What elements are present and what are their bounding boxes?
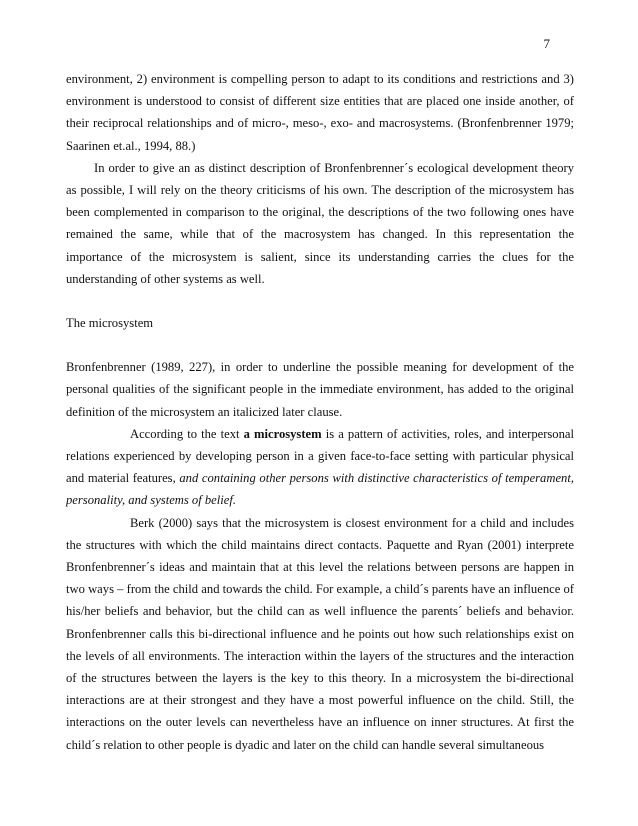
page-number: 7 xyxy=(543,36,550,51)
paragraph-continuation: environment, 2) environment is compelling person to adapt to its conditions and restrictions and 3) environment is understood to consist of different size entities that are placed one inside another, of their reciprocal relationships and of micro-, meso-, exo- and macrosystems. (Bronfenbrenner 1979; Saarinen et.al., 1994, 88.) xyxy=(66,72,574,153)
quote-middle-text: is a pattern of activities, roles, and interpersonal relations experienced by developing person in a given face-to-face setting with particular physical and material features, xyxy=(66,426,574,486)
section-heading: The microsystem xyxy=(66,316,154,331)
quote-italic-clause: and containing other persons with distinctive characteristics of temperament, personality, and systems of belief. xyxy=(66,471,574,508)
paragraph-microsystem-quote xyxy=(66,423,574,512)
quote-term: a microsystem xyxy=(243,426,322,441)
document-body xyxy=(66,68,574,756)
paragraph-theory-description: In order to give an as distinct description of Bronfenbrenner´s ecological development theory as possible, I will rely on the theory criticisms of his own. The description of the microsystem has been complemented in comparison to the original, the descriptions of the two following ones have remained the same, while that of the macrosystem has changed. In this representation the importance of the microsystem is salient, since its understanding carries the clues for the understanding of other systems as well. xyxy=(66,160,574,286)
paragraph-berk: Berk (2000) says that the microsystem is closest environment for a child and includes the structures with which the child maintains direct contacts. Paquette and Ryan (2001) interprete Bronfenbrenner´s ideas and maintain that at this level the relations between persons are happen in two ways – from the child and towards the child. For example, a child´s parents have an influence of his/her beliefs and behavior, but the child can as well influence the parents´ beliefs and behavior. Bronfenbrenner calls this bi-directional influence and he points out how such relationships exist on the levels of all environments. The interaction within the layers of the structures and the interaction of the structures between the layers is the key to this theory. In a microsystem the bi-directional interactions are at their strongest and they have a most powerful influence on the child. Still, the interactions on the outer levels can nevertheless have an influence on inner structures. At first the child´s relation to other people is dyadic and later on the child can handle several simultaneous xyxy=(66,515,574,752)
quote-lead-text: According to the text xyxy=(130,426,244,441)
paragraph-microsystem-definition: Bronfenbrenner (1989, 227), in order to underline the possible meaning for development of the personal qualities of the significant people in the immediate environment, has added to the original definition of the microsystem an italicized later clause. xyxy=(66,360,574,419)
